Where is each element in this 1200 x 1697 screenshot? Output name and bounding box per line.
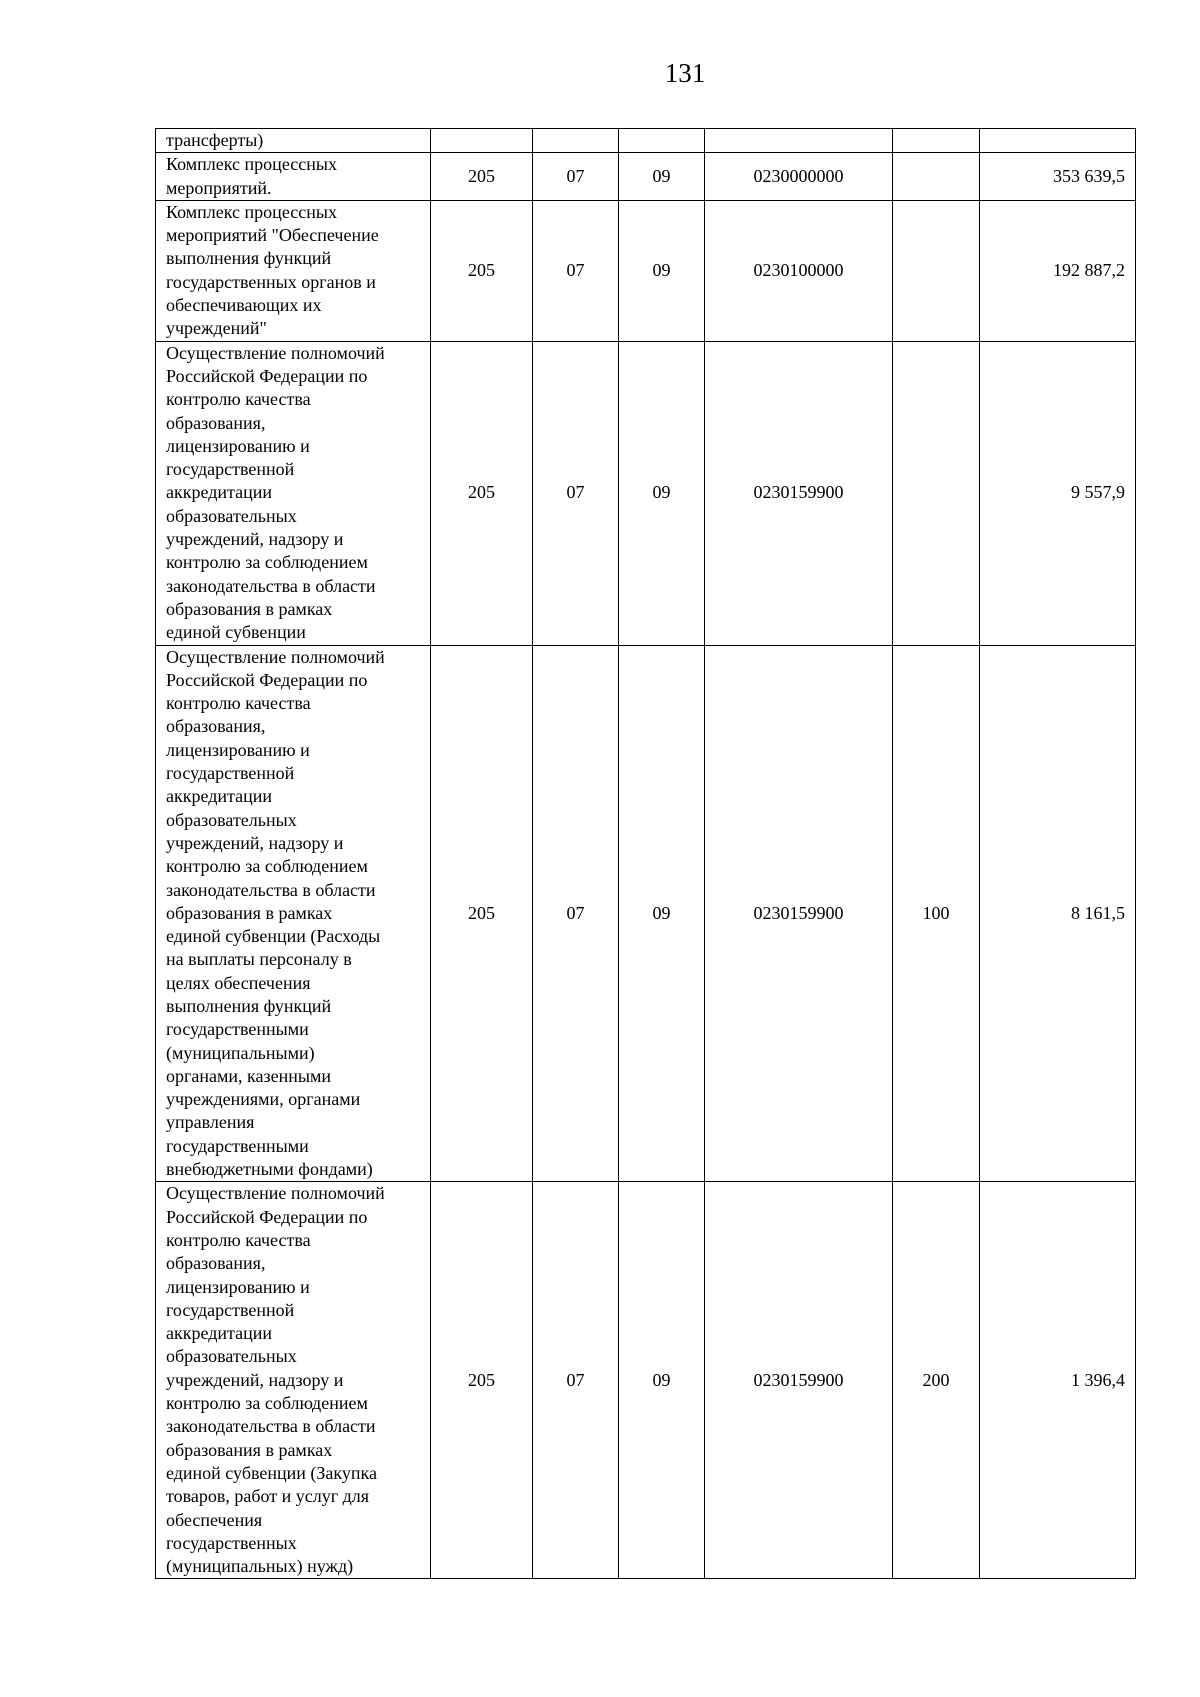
target-article-cell: 0230159900 [705,341,893,645]
subsection-cell: 09 [619,645,705,1182]
row-name: трансферты) [166,130,264,150]
section-cell: 07 [533,341,619,645]
section-cell: 07 [533,200,619,341]
subsection-cell: 09 [619,153,705,201]
row-name-cell [156,153,431,201]
subsection-cell: 09 [619,1182,705,1579]
section-cell: 07 [533,1182,619,1579]
table-row [156,200,1136,341]
row-name: Осуществление полномочий Российской Федерации по контролю качества образования, лицензированию и государственной аккредитации образовательных учреждений, надзору и контролю за соблюдением законодательства в области образования в рамках единой субвенции (Закупка товаров, работ и услуг для обеспечения государственных (муниципальных) нужд) [166,1183,385,1577]
expense-type-cell [893,341,980,645]
amount-cell: 353 639,5 [980,153,1136,201]
expense-type-cell: 100 [893,645,980,1182]
row-name: Осуществление полномочий Российской Федерации по контролю качества образования, лицензированию и государственной аккредитации образовательных учреждений, надзору и контролю за соблюдением законодательства в области образования в рамках единой субвенции [166,342,385,643]
target-article-cell [705,129,893,153]
target-article-cell: 0230159900 [705,645,893,1182]
ministry-cell [431,129,533,153]
table-row [156,341,1136,645]
target-article-cell: 0230000000 [705,153,893,201]
target-article-cell: 0230100000 [705,200,893,341]
table-row [156,645,1136,1182]
table-row [156,1182,1136,1579]
row-name-cell [156,129,431,153]
amount-cell: 192 887,2 [980,200,1136,341]
subsection-cell: 09 [619,200,705,341]
row-name-cell [156,341,431,645]
expense-type-cell [893,129,980,153]
table-row [156,153,1136,201]
table-row [156,129,1136,153]
ministry-cell: 205 [431,1182,533,1579]
ministry-cell: 205 [431,341,533,645]
amount-cell [980,129,1136,153]
subsection-cell [619,129,705,153]
expense-type-cell [893,153,980,201]
row-name-cell [156,200,431,341]
amount-cell: 8 161,5 [980,645,1136,1182]
section-cell: 07 [533,153,619,201]
ministry-cell: 205 [431,153,533,201]
row-name: Комплекс процессных мероприятий. [166,154,337,198]
amount-cell: 1 396,4 [980,1182,1136,1579]
section-cell [533,129,619,153]
budget-table [155,128,1136,1579]
section-cell: 07 [533,645,619,1182]
row-name-cell [156,645,431,1182]
amount-cell: 9 557,9 [980,341,1136,645]
page-number: 131 [664,58,706,88]
ministry-cell: 205 [431,645,533,1182]
target-article-cell: 0230159900 [705,1182,893,1579]
subsection-cell: 09 [619,341,705,645]
expense-type-cell: 200 [893,1182,980,1579]
row-name: Комплекс процессных мероприятий "Обеспечение выполнения функций государственных органов и обеспечивающих их учреждений" [166,201,379,339]
ministry-cell: 205 [431,200,533,341]
row-name-cell [156,1182,431,1579]
row-name: Осуществление полномочий Российской Федерации по контролю качества образования, лицензированию и государственной аккредитации образовательных учреждений, надзору и контролю за соблюдением законодательства в области образования в рамках единой субвенции (Расходы на выплаты персоналу в целях обеспечения выполнения функций государственными (муниципальными) органами, казенными учреждениями, органами управления государственными внебюджетными фондами) [166,646,385,1180]
expense-type-cell [893,200,980,341]
